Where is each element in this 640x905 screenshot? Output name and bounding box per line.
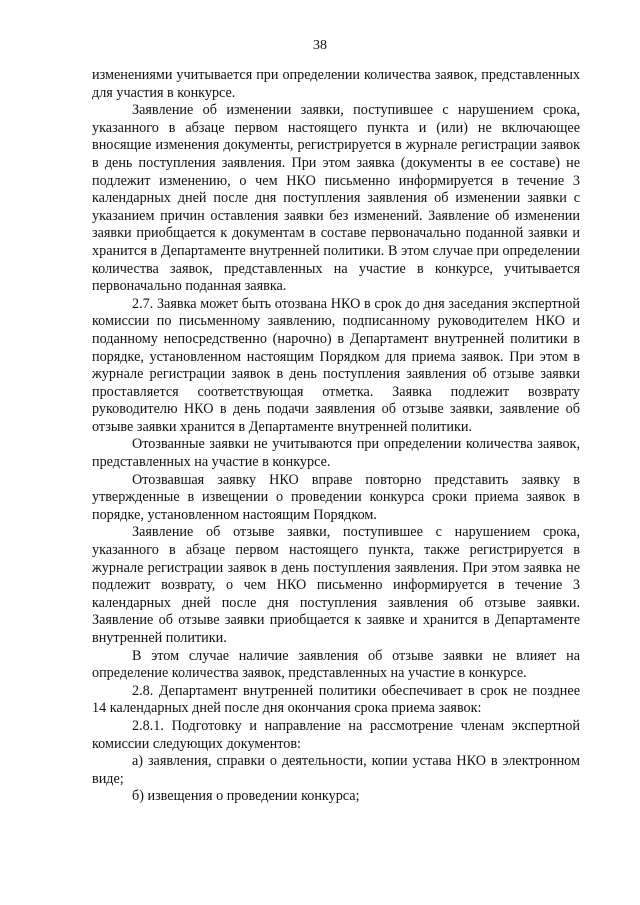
page-number: 38 — [313, 38, 327, 53]
paragraph: Заявление об изменении заявки, поступившее с нарушением срока, указанного в абзаце первом настоящего пункта и (или) не включающее вносящие изменения документы, регистрируется в журнале регистрации заявок в день поступления заявления. При этом заявка (документы в ее составе) не подлежит изменению, о чем НКО письменно информируется в течение 3 календарных дней после дня поступления заявления об изменении заявки с указанием причин оставления заявки без изменений. Заявление об изменении заявки приобщается к документам в составе первоначально поданной заявки и хранится в Департаменте внутренней политики. В этом случае при определении количества заявок, представленных на участие в конкурсе, учитывается первоначально поданная заявка. — [92, 102, 580, 295]
paragraph: а) заявления, справки о деятельности, копии устава НКО в электронном виде; — [92, 753, 580, 787]
paragraph: Заявление об отзыве заявки, поступившее с нарушением срока, указанного в абзаце первом настоящего пункта, также регистрируется в журнале регистрации заявок в день поступления заявления. При этом заявка не подлежит возврату, о чем НКО письменно информируется в течение 3 календарных дней после дня поступления заявления об отзыве заявки. Заявление об отзыве заявки приобщается к заявке и хранится в Департаменте внутренней политики. — [92, 524, 580, 646]
paragraph: 2.7. Заявка может быть отозвана НКО в срок до дня заседания экспертной комиссии по письменному заявлению, подписанному руководителем НКО и поданному непосредственно (нарочно) в Департамент внутренней политики в порядке, установленном настоящим Порядком для приема заявок. При этом в журнале регистрации заявок в день поступления заявления об отзыве заявки проставляется соответствующая отметка. Заявка подлежит возврату руководителю НКО в день подачи заявления об отзыве заявки, заявление об отзыве заявки хранится в Департаменте внутренней политики. — [92, 295, 580, 435]
paragraph: 2.8. Департамент внутренней политики обеспечивает в срок не позднее 14 календарных дней после дня окончания срока приема заявок: — [92, 682, 580, 717]
paragraph: Отозванные заявки не учитываются при определении количества заявок, представленных на участие в конкурсе. — [92, 436, 580, 471]
body-text — [92, 67, 580, 806]
paragraph: В этом случае наличие заявления об отзыве заявки не влияет на определение количества заявок, представленных на участие в конкурсе. — [92, 647, 580, 682]
paragraph: Отозвавшая заявку НКО вправе повторно представить заявку в утвержденные в извещении о проведении конкурса сроки приема заявок в порядке, установленном настоящим Порядком. — [92, 471, 580, 523]
paragraph: изменениями учитывается при определении количества заявок, представленных для участия в конкурсе. — [92, 67, 580, 101]
paragraph: б) извещения о проведении конкурса; — [132, 788, 360, 805]
paragraph: 2.8.1. Подготовку и направление на рассмотрение членам экспертной комиссии следующих документов: — [92, 717, 580, 752]
